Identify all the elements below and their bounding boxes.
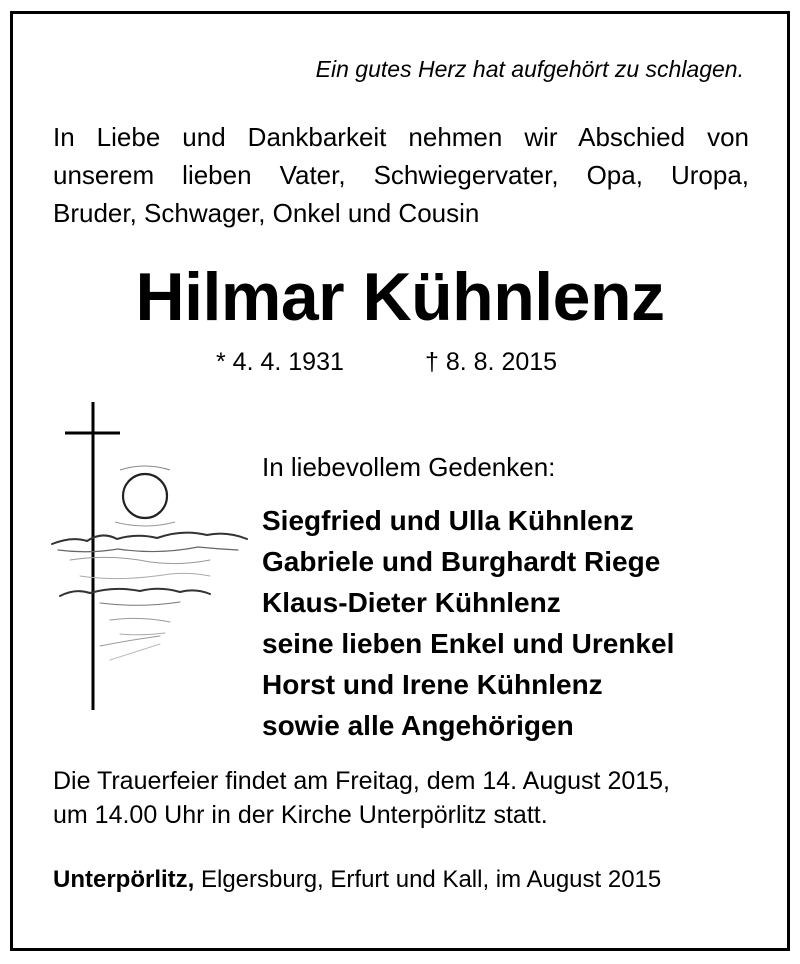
mourner-name: sowie alle Angehörigen <box>262 710 574 741</box>
motto: Ein gutes Herz hat aufgehört zu schlagen. <box>315 56 744 82</box>
funeral-line: Die Trauerfeier findet am Freitag, dem 14. August 2015, <box>53 767 671 795</box>
mourner-name: Horst und Irene Kühnlenz <box>262 669 603 700</box>
mourner-name: Gabriele und Burghardt Riege <box>262 546 661 577</box>
landscape-sketch <box>52 533 247 660</box>
death-date: † 8. 8. 2015 <box>425 348 558 376</box>
intro-line: unserem lieben Vater, Schwiegervater, Opa, Uropa, <box>53 160 749 190</box>
memory-label: In liebevollem Gedenken: <box>262 452 556 482</box>
birth-date: * 4. 4. 1931 <box>216 348 344 376</box>
intro-line: In Liebe und Dankbarkeit nehmen wir Abschied von <box>53 122 749 152</box>
sun-icon <box>115 466 175 526</box>
footer-rest: Elgersburg, Erfurt und Kall, im August 2015 <box>194 866 662 893</box>
footer-place: Unterpörlitz, <box>53 866 195 893</box>
funeral-line: um 14.00 Uhr in der Kirche Unterpörlitz statt. <box>53 801 548 829</box>
intro-text <box>53 118 749 232</box>
footer-places-date <box>53 866 661 894</box>
mourner-name: Siegfried und Ulla Kühnlenz <box>262 505 634 536</box>
funeral-info <box>53 764 670 832</box>
mourners-list <box>262 500 674 746</box>
cross-landscape-illustration <box>40 398 250 710</box>
deceased-name: Hilmar Kühnlenz <box>135 259 665 335</box>
cross-icon <box>65 402 120 710</box>
mourner-name: Klaus-Dieter Kühnlenz <box>262 587 561 618</box>
intro-line: Bruder, Schwager, Onkel und Cousin <box>53 198 480 228</box>
mourner-name: seine lieben Enkel und Urenkel <box>262 628 675 659</box>
